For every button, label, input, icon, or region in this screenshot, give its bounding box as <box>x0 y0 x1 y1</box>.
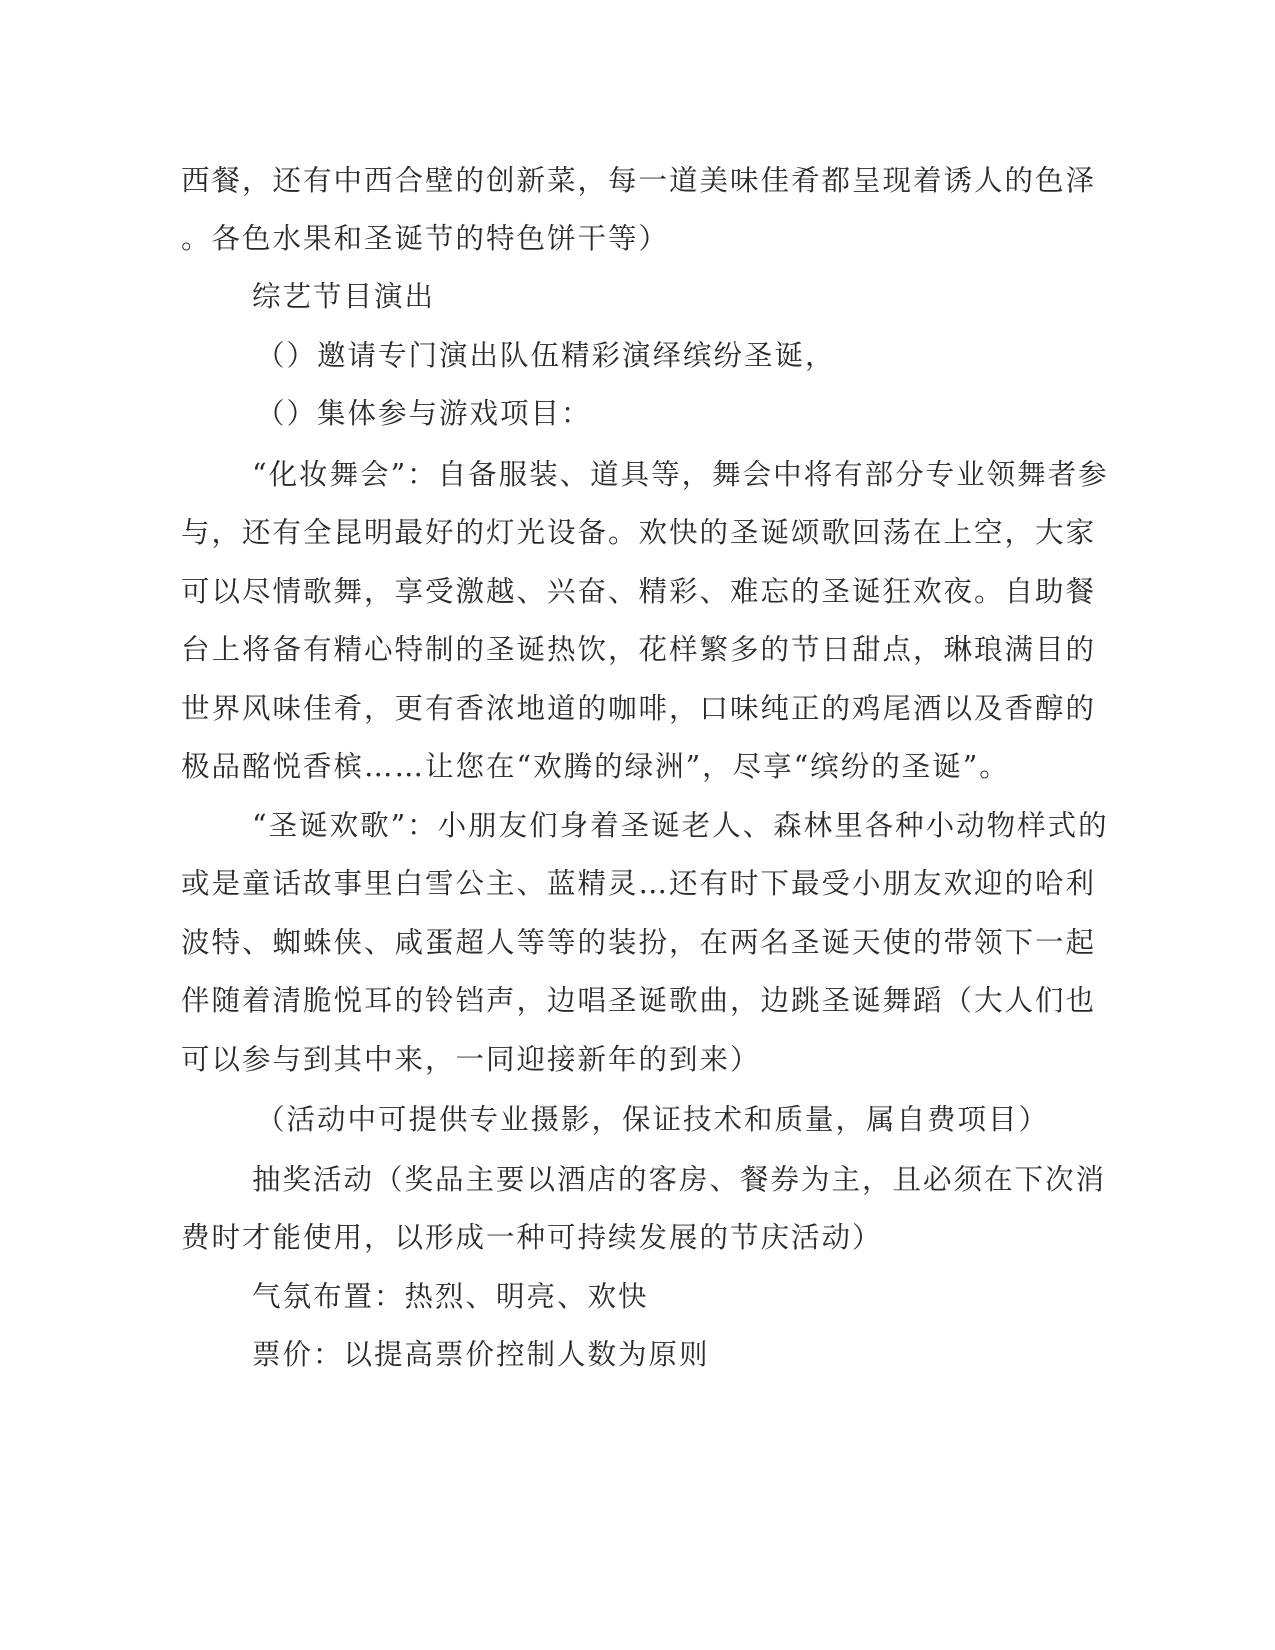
text-line: （活动中可提供专业摄影，保证技术和质量，属自费项目） <box>256 1103 1050 1136</box>
text-line: 或是童话故事里白雪公主、蓝精灵…还有时下最受小朋友欢迎的哈利 <box>181 867 1097 900</box>
text-line: 票价：以提高票价控制人数为原则 <box>252 1338 710 1371</box>
text-line: 西餐，还有中西合壁的创新菜，每一道美味佳肴都呈现着诱人的色泽 <box>181 164 1097 197</box>
text-line: 可以参与到其中来，一同迎接新年的到来） <box>181 1043 761 1076</box>
list-item: （）邀请专门演出队伍精彩演绎缤纷圣诞， <box>256 339 836 372</box>
text-line: 与，还有全昆明最好的灯光设备。欢快的圣诞颂歌回荡在上空，大家 <box>181 516 1097 549</box>
text-line: 。各色水果和圣诞节的特色饼干等） <box>181 222 670 255</box>
text-line: “圣诞欢歌”：小朋友们身着圣诞老人、森林里各种小动物样式的 <box>252 809 1109 842</box>
text-line: 极品酩悦香槟……让您在“欢腾的绿洲”，尽享“缤纷的圣诞”。 <box>181 750 1010 783</box>
text-line: 抽奖活动（奖品主要以酒店的客房、餐券为主，且必须在下次消 <box>252 1163 1107 1196</box>
text-line: 气氛布置：热烈、明亮、欢快 <box>252 1280 649 1313</box>
text-line: 费时才能使用，以形成一种可持续发展的节庆活动） <box>181 1221 883 1254</box>
section-heading: 综艺节目演出 <box>252 280 436 313</box>
text-line: 世界风味佳肴，更有香浓地道的咖啡，口味纯正的鸡尾酒以及香醇的 <box>181 692 1097 725</box>
text-line: 可以尽情歌舞，享受激越、兴奋、精彩、难忘的圣诞狂欢夜。自助餐 <box>181 575 1097 608</box>
text-line: 伴随着清脆悦耳的铃铛声，边唱圣诞歌曲，边跳圣诞舞蹈（大人们也 <box>181 984 1097 1017</box>
list-item: （）集体参与游戏项目： <box>256 397 592 430</box>
text-line: 台上将备有精心特制的圣诞热饮，花样繁多的节日甜点，琳琅满目的 <box>181 633 1097 666</box>
text-line: “化妆舞会”：自备服装、道具等，舞会中将有部分专业领舞者参 <box>252 458 1109 491</box>
text-line: 波特、蜘蛛侠、咸蛋超人等等的装扮，在两名圣诞天使的带领下一起 <box>181 926 1097 959</box>
